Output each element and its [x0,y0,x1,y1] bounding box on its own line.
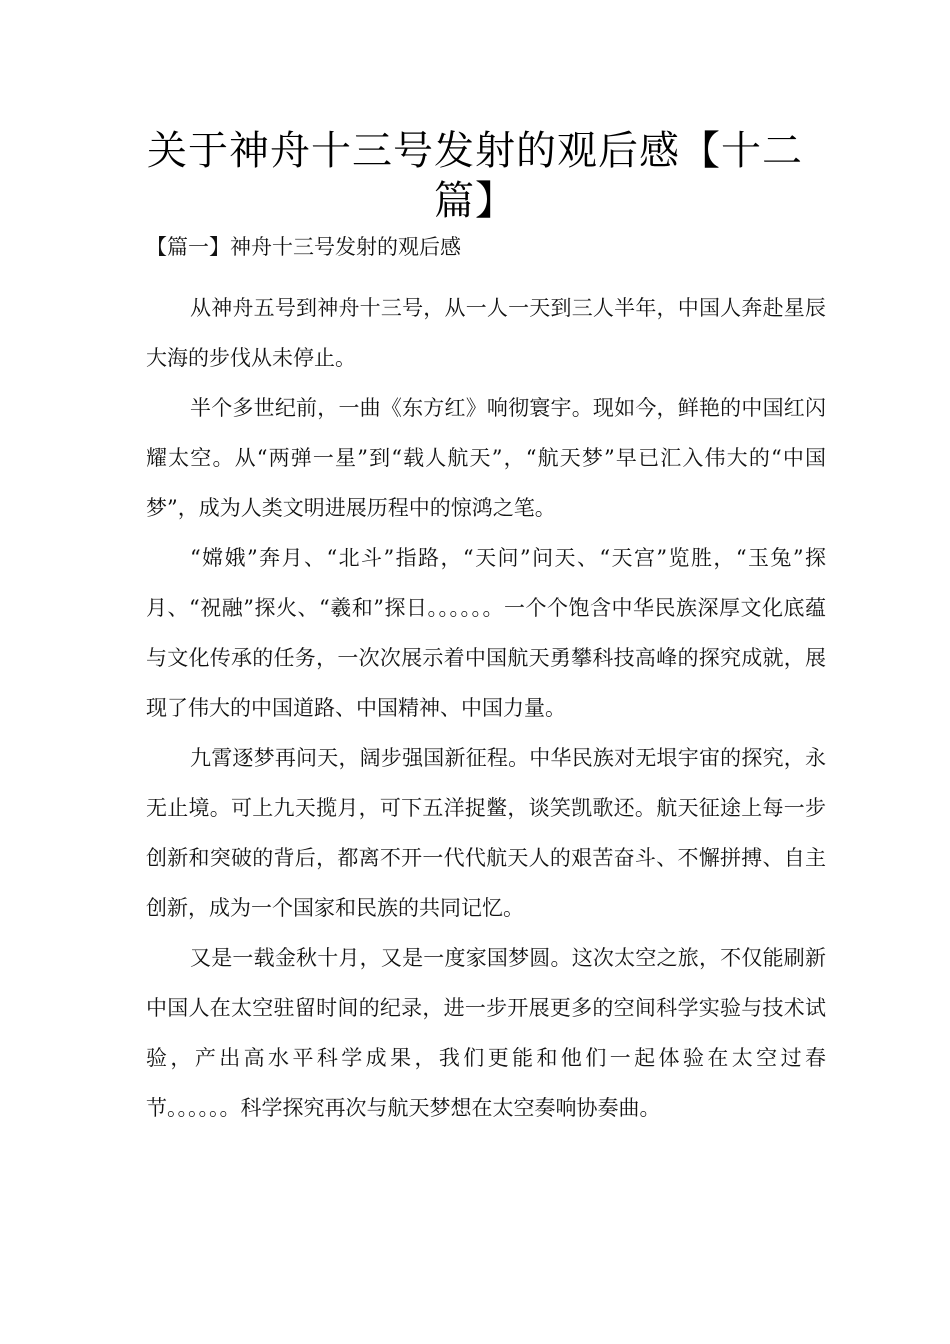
paragraph: 半个多世纪前，一曲《东方红》响彻寰宇。现如今，鲜艳的中国红闪耀太空。从“两弹一星”到“载人航天”，“航天梦”早已汇入伟大的“中国梦”，成为人类文明进展历程中的惊鸿之笔。 [146,396,826,520]
paragraph: 从神舟五号到神舟十三号，从一人一天到三人半年，中国人奔赴星辰大海的步伐从未停止。 [146,296,826,370]
section-heading: 【篇一】神舟十三号发射的观后感 [146,235,461,259]
document-title: 关于神舟十三号发射的观后感【十二篇】 [147,128,803,224]
document-body [146,283,826,1133]
paragraph: “嫦娥”奔月、“北斗”指路，“天问”问天、“天宫”览胜，“玉兔”探月、“祝融”探火、“羲和”探日。。。。。。一个个饱含中华民族深厚文化底蕴与文化传承的任务，一次次展示着中国航天勇攀科技高峰的探究成就，展现了伟大的中国道路、中国精神、中国力量。 [146,546,826,720]
paragraph: 又是一载金秋十月，又是一度家国梦圆。这次太空之旅，不仅能刷新中国人在太空驻留时间的纪录，进一步开展更多的空间科学实验与技术试验，产出高水平科学成果，我们更能和他们一起体验在太空过春节。。。。。。科学探究再次与航天梦想在太空奏响协奏曲。 [146,946,826,1120]
paragraph: 九霄逐梦再问天，阔步强国新征程。中华民族对无垠宇宙的探究，永无止境。可上九天揽月，可下五洋捉鳖，谈笑凯歌还。航天征途上每一步创新和突破的背后，都离不开一代代航天人的艰苦奋斗、不懈拼搏、自主创新，成为一个国家和民族的共同记忆。 [146,746,826,920]
